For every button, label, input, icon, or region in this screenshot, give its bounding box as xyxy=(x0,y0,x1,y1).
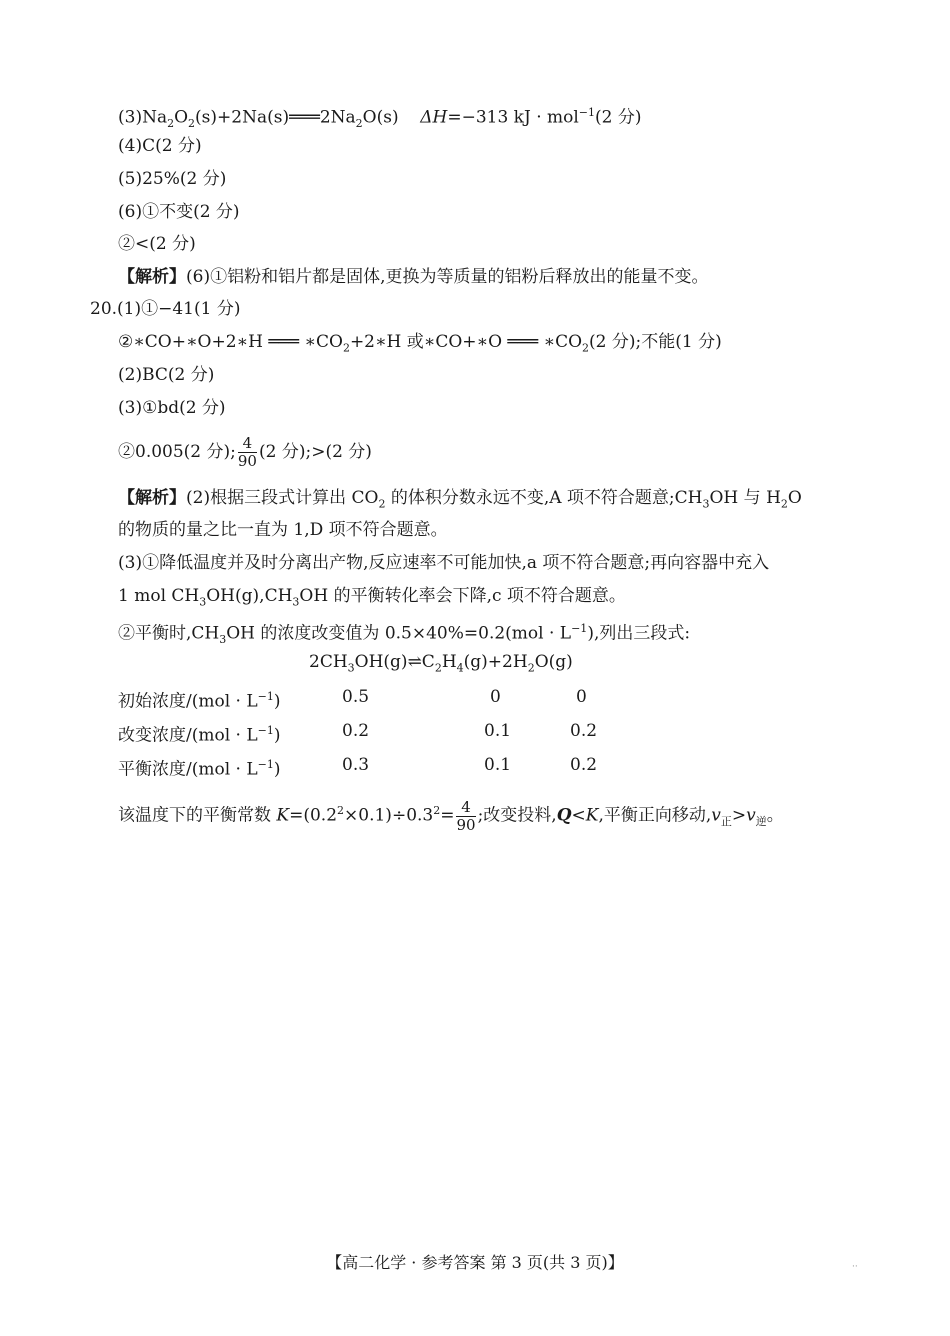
q19-part6a: (6)①不变(2 分) xyxy=(118,202,240,222)
q20-part2: (2)BC(2 分) xyxy=(118,365,215,385)
q19-part4: (4)C(2 分) xyxy=(118,136,202,156)
question-number: 20. xyxy=(90,299,118,319)
q19-analysis: 【解析】(6)①铝粉和铝片都是固体,更换为等质量的铝粉后释放出的能量不变。 xyxy=(118,267,709,287)
q20-analysis-line2: 的物质的量之比一直为 1,D 项不符合题意。 xyxy=(118,520,448,540)
fraction: $\frac{4}{90}$ xyxy=(237,434,257,470)
row-label: 平衡浓度$/(mol \cdot L^{-1})$ xyxy=(118,758,281,780)
q20-analysis-line1: 【解析】(2)根据三段式计算出 $CO_2$ 的体积分数永远不变,A 项不符合题意$;CH_3OH$ 与 $H_2O$ xyxy=(118,488,802,511)
cell: 0.2 xyxy=(570,721,598,741)
q19-part3: $(3)Na_2O_2(s)+2Na(s)═══2Na_2O(s)$ ΔH=−313 kJ · mol$^{-1}$(2 分) xyxy=(118,106,642,131)
analysis-tag: 【解析】 xyxy=(118,488,186,508)
cell: 0 xyxy=(576,687,587,707)
cell: 0 xyxy=(490,687,501,707)
q20-analysis-line5: ②平衡时$,CH_3OH$ 的浓度改变值为 $0.5\times 40\%=0.2(mol \cdot L^{-1})$,列出三段式: xyxy=(118,622,691,647)
cell: 0.2 xyxy=(570,755,598,775)
analysis-tag: 【解析】 xyxy=(118,267,186,287)
page-footer: 【高二化学 · 参考答案 第 3 页(共 3 页)】 xyxy=(326,1253,624,1272)
q20-analysis-line4: 1 mol $CH_3OH(g),CH_3OH$ 的平衡转化率会下降,c 项不符合题意。 xyxy=(118,586,626,609)
cell: 0.5 xyxy=(342,687,370,707)
cell: 0.2 xyxy=(342,721,370,741)
q19-part5: (5)25%(2 分) xyxy=(118,169,227,189)
q20-part3a: (3)①bd(2 分) xyxy=(118,398,226,418)
cell: 0.3 xyxy=(342,755,370,775)
q19-part6b: ②<(2 分) xyxy=(118,234,196,254)
row-label: 改变浓度$/(mol \cdot L^{-1})$ xyxy=(118,724,281,746)
q20-part1b: ②∗CO+∗O+2∗H ═══ $∗CO_2+2∗H$ 或∗CO+∗O ═══ $∗CO_2(2$ 分);不能(1 分) xyxy=(118,332,722,355)
corner-mark: ·· xyxy=(852,1262,858,1272)
cell: 0.1 xyxy=(484,721,512,741)
fraction: $\frac{4}{90}$ xyxy=(456,797,476,834)
row-label: 初始浓度$/(mol \cdot L^{-1})$ xyxy=(118,690,281,712)
equilibrium-constant-line: 该温度下的平衡常数 $K=(0.2^2\times 0.1)\div 0.3^2=$ $\frac{4}{90}$ ;改变投料,Q<K,平衡正向移动$,v_正>v_逆$。 xyxy=(118,797,784,834)
q20-part1a: 20.(1)①−41(1 分) xyxy=(90,299,241,319)
reaction-equation: $2CH_3OH(g)\rightleftharpoons C_2H_4(g)+2H_2O(g)$ xyxy=(309,652,573,675)
q20-part3b: ②0.005(2 分); $\frac{4}{90}$ (2 分);>(2 分) xyxy=(118,434,372,470)
cell: 0.1 xyxy=(484,755,512,775)
q20-analysis-line3: (3)①降低温度并及时分离出产物,反应速率不可能加快,a 项不符合题意;再向容器中充入 xyxy=(118,553,770,573)
